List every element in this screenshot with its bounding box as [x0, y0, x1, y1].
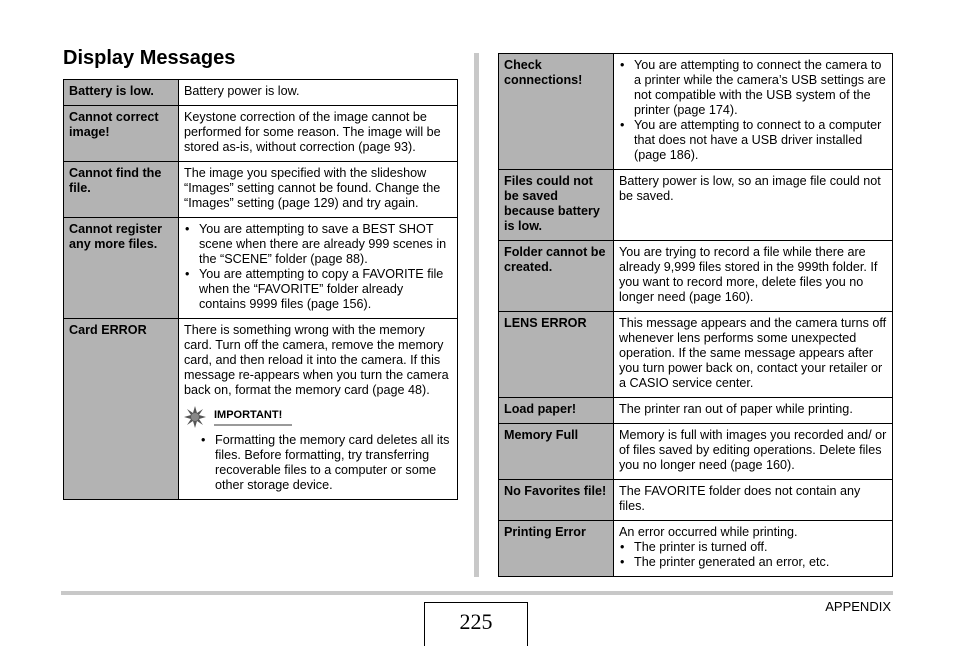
- message-name: Cannot register any more files.: [64, 218, 179, 319]
- message-name: Folder cannot be created.: [499, 241, 614, 312]
- message-name: Battery is low.: [64, 80, 179, 106]
- important-label: IMPORTANT!: [214, 408, 292, 426]
- table-row: [64, 106, 458, 162]
- table-row: [499, 480, 893, 521]
- list-item: • You are attempting to copy a FAVORITE file when the “FAVORITE” folder already contains 9999 files (page 156).: [199, 267, 453, 312]
- message-name: Card ERROR: [64, 319, 179, 500]
- message-description: Battery power is low, so an image file could not be saved.: [614, 170, 893, 241]
- message-description: [179, 319, 458, 500]
- important-bullet-list: [184, 433, 453, 493]
- table-row: [499, 54, 893, 170]
- table-row: [499, 312, 893, 398]
- message-description: The printer ran out of paper while printing.: [614, 398, 893, 424]
- message-description: Keystone correction of the image cannot be performed for some reason. The image will be stored as-is, without correction (page 93).: [179, 106, 458, 162]
- message-description: The FAVORITE folder does not contain any files.: [614, 480, 893, 521]
- message-name: Printing Error: [499, 521, 614, 577]
- table-row: [64, 162, 458, 218]
- message-description: [179, 218, 458, 319]
- important-sun-icon: [184, 406, 206, 428]
- list-item: • You are attempting to connect the camera to a printer while the camera’s USB settings are not compatible with the USB system of the printer (page 174).: [634, 58, 888, 118]
- table-row: [499, 424, 893, 480]
- page-number: 225: [424, 602, 528, 646]
- message-text: An error occurred while printing.: [619, 525, 798, 539]
- message-name: Cannot correct image!: [64, 106, 179, 162]
- list-item: • You are attempting to connect to a computer that does not have a USB driver installed (page 186).: [634, 118, 888, 163]
- message-name: Cannot find the file.: [64, 162, 179, 218]
- bullet-list: [184, 222, 453, 312]
- list-item: • The printer generated an error, etc.: [634, 555, 888, 570]
- message-name: Files could not be saved because battery is low.: [499, 170, 614, 241]
- page-title: Display Messages: [63, 47, 236, 69]
- table-row: [499, 398, 893, 424]
- message-description: This message appears and the camera turns off whenever lens performs some unexpected operation. If the same message appears after you turn power back on, contact your retailer or a CASIO service center.: [614, 312, 893, 398]
- messages-table-right: [498, 53, 893, 577]
- message-text: There is something wrong with the memory card. Turn off the camera, remove the memory card, and then reload it into the camera. If this message re-appears when you turn the camera back on, format the memory card (page 48).: [184, 323, 449, 397]
- message-name: No Favorites file!: [499, 480, 614, 521]
- message-description: The image you specified with the slideshow “Images” setting cannot be found. Change the “Images” setting (page 129) and try again.: [179, 162, 458, 218]
- table-row: [64, 319, 458, 500]
- table-row: [499, 241, 893, 312]
- bullet-list: [619, 58, 888, 163]
- message-description: [614, 54, 893, 170]
- message-name: LENS ERROR: [499, 312, 614, 398]
- section-label[interactable]: APPENDIX: [825, 599, 891, 614]
- table-row: [64, 218, 458, 319]
- column-divider: [474, 53, 479, 577]
- message-description: Battery power is low.: [179, 80, 458, 106]
- table-row: [499, 521, 893, 577]
- footer-rule: [61, 591, 893, 595]
- message-name: Memory Full: [499, 424, 614, 480]
- table-row: [64, 80, 458, 106]
- messages-table-left: [63, 79, 458, 500]
- list-item: • The printer is turned off.: [634, 540, 888, 555]
- message-name: Load paper!: [499, 398, 614, 424]
- important-heading: [184, 406, 453, 428]
- table-row: [499, 170, 893, 241]
- message-description: [614, 521, 893, 577]
- message-description: You are trying to record a file while there are already 9,999 files stored in the 999th folder. If you want to record more, delete files you no longer need (page 160).: [614, 241, 893, 312]
- message-name: Check connections!: [499, 54, 614, 170]
- message-description: Memory is full with images you recorded and/ or of files saved by editing operations. Delete files you no longer need (page 160).: [614, 424, 893, 480]
- list-item: • Formatting the memory card deletes all its files. Before formatting, try transferring recoverable files to a computer or some other storage device.: [215, 433, 453, 493]
- list-item: • You are attempting to save a BEST SHOT scene when there are already 999 scenes in the “SCENE” folder (page 88).: [199, 222, 453, 267]
- bullet-list: [619, 540, 888, 570]
